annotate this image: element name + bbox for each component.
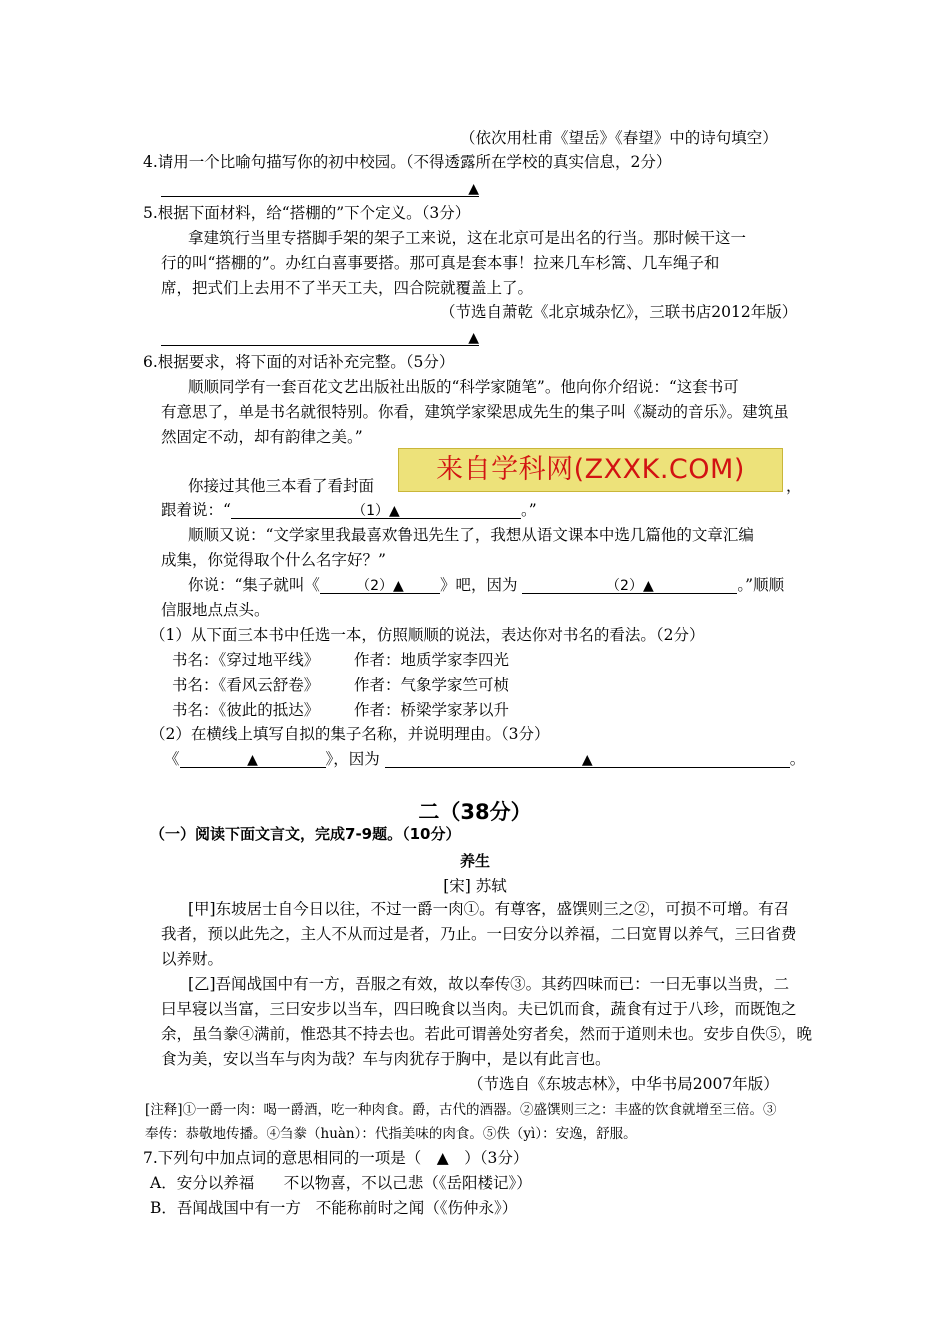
- answer-line-5[interactable]: [161, 327, 479, 347]
- fill-in-note: （依次用杜甫《望岳》《春望》中的诗句填空）: [460, 129, 778, 147]
- q6-subquestion-1: （1）从下面三本书中任选一本，仿照顺顺的说法，表达你对书名的看法。（2分）: [150, 626, 705, 644]
- yi-line: 食为美，安以当车与肉为哉？车与肉犹存于胸中，是以有此言也。: [161, 1050, 611, 1068]
- question-4: 4.请用一个比喻句描写你的初中校园。（不得透露所在学校的真实信息，2分）: [143, 153, 672, 171]
- answer-marker: ▲: [468, 181, 479, 197]
- blank-1[interactable]: （1）▲: [231, 503, 521, 519]
- q6-subquestion-2: （2）在横线上填写自拟的集子名称，并说明理由。（3分）: [150, 725, 550, 743]
- q7-option-b[interactable]: B．吾闻战国中有一方 不能称前时之闻（《伤仲永》）: [150, 1199, 518, 1217]
- question-6: 6.根据要求，将下面的对话补充完整。（5分）: [143, 353, 455, 371]
- q6-text: 跟着说：“: [161, 501, 231, 519]
- question-5: 5.根据下面材料，给“搭棚的”下个定义。（3分）: [143, 204, 471, 222]
- blank-2a[interactable]: （2）▲: [320, 578, 440, 594]
- yi-line: [乙]吾闻战国中有一方，吾服之有效，故以奉传③。其药四味而已：一曰无事以当贵，二: [188, 975, 790, 993]
- essay-author: [宋] 苏轼: [443, 877, 507, 895]
- jia-line: 以养财。: [161, 950, 224, 968]
- q6-para-line: 成集，你觉得取个什么名字好？”: [161, 551, 386, 569]
- q6-text: 。”: [520, 501, 537, 519]
- jia-line: [甲]东坡居士自今日以往，不过一爵一肉①。有尊客，盛馔则三之②，可损不可增。有召: [188, 900, 790, 918]
- jia-line: 我者，预以此先之，主人不从而过是者，乃止。一曰安分以养福，二曰宽胃以养气，三曰省费: [161, 925, 797, 943]
- reading-instruction: （一）阅读下面文言文，完成7-9题。（10分）: [150, 825, 461, 843]
- watermark-banner: 来自学科网(ZXXK.COM): [398, 448, 783, 492]
- q6-para-line: 你接过其他三本看了看封面: [188, 477, 375, 495]
- q6-para-line: 顺顺又说：“文学家里我最喜欢鲁迅先生了，我想从语文课本中选几篇他的文章汇编: [188, 526, 754, 544]
- blank-3b[interactable]: ▲: [385, 752, 790, 768]
- q6-answer-2-line: 你说：“集子就叫《 （2）▲ 》吧，因为 （2）▲ 。”顺顺: [188, 576, 785, 594]
- answer-marker: ▲: [468, 330, 479, 346]
- book-author: 作者：地质学家李四光: [354, 651, 510, 669]
- section-title: 二（38分）: [418, 800, 532, 824]
- essay-title: 养生: [459, 852, 490, 870]
- essay-source: （节选自《东坡志林》，中华书局2007年版）: [468, 1075, 779, 1093]
- q6-answer-3-line: 《 ▲ 》，因为 ▲ 。: [164, 750, 806, 768]
- book-author: 作者：桥梁学家茅以升: [354, 701, 510, 719]
- book-title: 书名：《彼此的抵达》: [172, 701, 320, 719]
- book-author: 作者：气象学家竺可桢: [354, 676, 510, 694]
- book-title: 书名：《看风云舒卷》: [172, 676, 320, 694]
- q6-para-line: 顺顺同学有一套百花文艺出版社出版的“科学家随笔”。他向你介绍说：“这套书可: [188, 378, 739, 396]
- q6-para-line: 有意思了，单是书名就很特别。你看，建筑学家梁思成先生的集子叫《凝动的音乐》。建筑虽: [161, 403, 789, 421]
- answer-line-4[interactable]: [161, 178, 479, 198]
- annotation-line: 奉传：恭敬地传播。④刍豢（huàn）：代指美味的肉食。⑤佚（yì）：安逸，舒服。: [145, 1126, 637, 1142]
- book-title: 书名：《穿过地平线》: [172, 651, 320, 669]
- annotation-line: [注释]①一爵一肉：喝一爵酒，吃一种肉食。爵，古代的酒器。②盛馔则三之：丰盛的饮食就增至三倍。③: [145, 1102, 777, 1118]
- blank-3a[interactable]: ▲: [180, 752, 326, 768]
- q6-comma: ，: [786, 477, 802, 495]
- blank-2b[interactable]: （2）▲: [522, 578, 737, 594]
- q5-para-line: 行的叫“搭棚的”。办红白喜事要搭。那可真是套本事！拉来几车杉篙、几车绳子和: [161, 254, 720, 272]
- q5-para-line: 席，把式们上去用不了半天工夫，四合院就覆盖上了。: [161, 279, 534, 297]
- yi-line: 曰早寝以当富，三曰安步以当车，四曰晚食以当肉。夫已饥而食，蔬食有过于八珍，而既饱之: [161, 1000, 797, 1018]
- q7-option-a[interactable]: A．安分以养福 不以物喜，不以己悲（《岳阳楼记》）: [150, 1174, 532, 1192]
- q6-answer-1-line: [161, 500, 537, 520]
- q5-source: （节选自萧乾《北京城杂忆》，三联书店2012年版）: [440, 303, 798, 321]
- yi-line: 余，虽刍豢④满前，惟恐其不持去也。若此可谓善处穷者矣，然而于道则未也。安步自佚⑤，晚: [161, 1025, 813, 1043]
- question-7: 7.下列句中加点词的意思相同的一项是（ ▲ ）（3分）: [143, 1149, 529, 1167]
- q5-para-line: 拿建筑行当里专搭脚手架的架子工来说，这在北京可是出名的行当。那时候干这一: [188, 229, 747, 247]
- q6-para-line: 然固定不动，却有韵律之美。”: [161, 428, 363, 446]
- q6-para-line: 信服地点点头。: [161, 601, 270, 619]
